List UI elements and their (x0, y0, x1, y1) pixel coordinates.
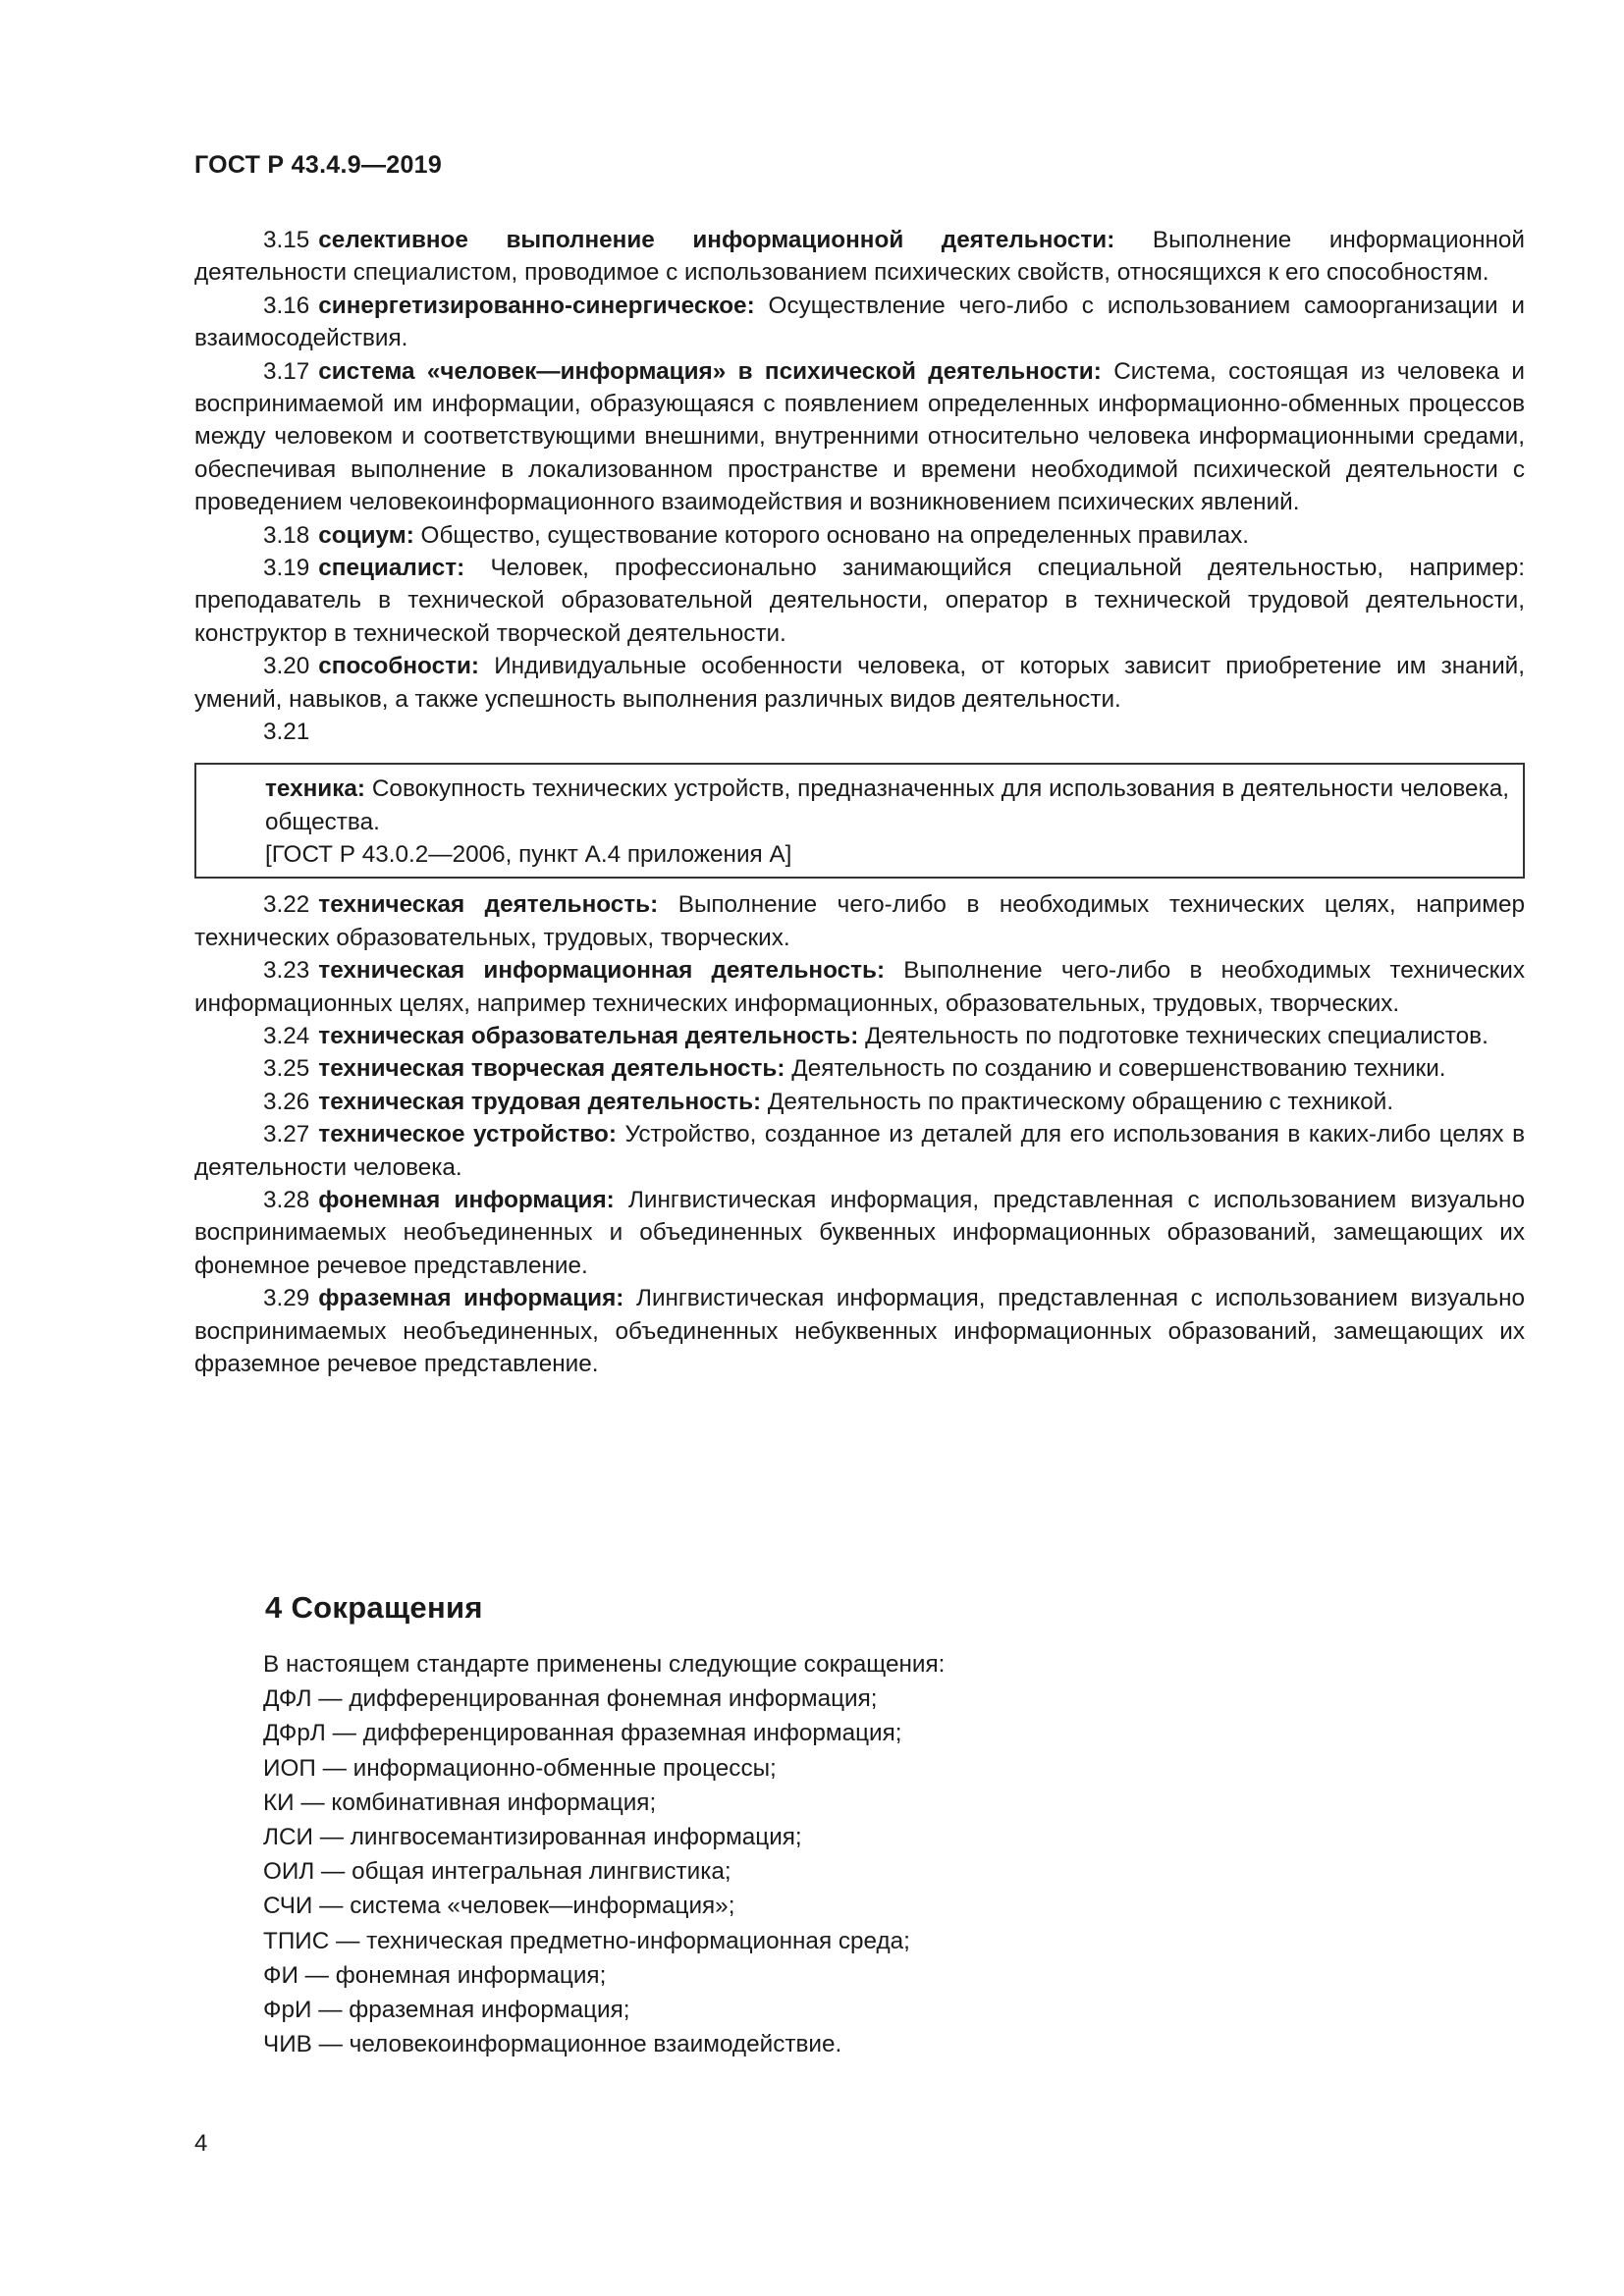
term-entry (194, 1184, 1525, 1282)
boxed-term-text (265, 773, 1509, 838)
section-intro: В настоящем стандарте применены следующие сокращения: (263, 1651, 946, 1678)
term-entry (194, 355, 1525, 519)
term-name: техника: (265, 775, 365, 803)
term-number: 3.16 (263, 292, 310, 319)
term-definition: Деятельность по созданию и совершенствованию техники. (791, 1055, 1446, 1083)
abbreviation-item: КИ — комбинативная информация; (263, 1789, 657, 1816)
abbreviation-item: ДФрЛ — дифференцированная фраземная информация; (263, 1720, 902, 1747)
abbreviation-item: ФИ — фонемная информация; (263, 1961, 607, 1989)
term-name: техническая деятельность: (318, 891, 659, 919)
term-number: 3.20 (263, 653, 310, 680)
abbreviation-item: ЛСИ — лингвосемантизированная информация; (263, 1824, 802, 1851)
term-definition: Общество, существование которого основано на определенных правилах. (420, 521, 1250, 549)
term-number: 3.19 (263, 555, 310, 582)
term-name: фраземная информация: (318, 1285, 624, 1312)
term-entry (194, 954, 1525, 1020)
abbreviation-item: ОИЛ — общая интегральная лингвистика; (263, 1858, 731, 1886)
term-number: 3.18 (263, 521, 310, 549)
term-entry (194, 224, 1525, 290)
term-definition: Совокупность технических устройств, предназначенных для использования в деятельности человека, общества. (265, 775, 1509, 835)
term-name: техническая творческая деятельность: (318, 1055, 785, 1083)
term-number: 3.25 (263, 1055, 310, 1083)
term-definition: Выполнение информационной деятельности специалистом, проводимое с использованием психических свойств, относящихся к его способностям. (194, 227, 1525, 287)
term-entry (194, 552, 1525, 650)
term-definition: Осуществление чего-либо с использованием самоорганизации и взаимосодействия. (194, 292, 1525, 352)
term-definition: Человек, профессионально занимающийся специальной деятельностью, например: преподаватель в технической образовательной деятельности, оператор в технической трудовой деятельности, конструктор в технической творческой деятельности. (194, 555, 1525, 647)
term-name: техническое устройство: (318, 1121, 617, 1148)
abbreviation-item: ТПИС — техническая предметно-информационная среда; (263, 1927, 910, 1954)
term-number: 3.24 (263, 1022, 310, 1049)
boxed-term-number: 3.21 (263, 719, 310, 746)
abbreviation-item: ЧИВ — человекоинформационное взаимодействие. (263, 2031, 842, 2058)
term-definition: Деятельность по подготовке технических специалистов. (865, 1022, 1489, 1049)
term-definition: Устройство, созданное из деталей для его использования в каких-либо целях в деятельности человека. (194, 1121, 1525, 1181)
term-name: селективное выполнение информационной деятельности: (318, 227, 1115, 253)
terms-list (194, 224, 1525, 1380)
term-name: социум: (318, 521, 414, 549)
term-number: 3.15 (263, 227, 310, 253)
term-number: 3.26 (263, 1088, 310, 1115)
term-entry (194, 290, 1525, 355)
term-number: 3.23 (263, 957, 310, 985)
document-code-header: ГОСТ Р 43.4.9—2019 (194, 151, 443, 179)
term-definition: Лингвистическая информация, представленная с использованием визуально воспринимаемых необъединенных, объединенных небуквенных информационных образований, замещающих их фраземное речевое представление. (194, 1285, 1525, 1377)
term-entry (194, 519, 1525, 552)
term-number: 3.22 (263, 891, 310, 919)
term-name: фонемная информация: (318, 1186, 615, 1213)
abbreviation-item: СЧИ — система «человек—информация»; (263, 1893, 735, 1920)
term-source-reference: [ГОСТ Р 43.0.2—2006, пункт А.4 приложения А] (265, 840, 792, 868)
abbreviation-item: ИОП — информационно-обменные процессы; (263, 1754, 777, 1782)
term-definition: Лингвистическая информация, представленная с использованием визуально воспринимаемых необъединенных и объединенных буквенных информационных образований, замещающих их фонемное речевое представление. (194, 1186, 1525, 1279)
term-definition: Деятельность по практическому обращению с техникой. (767, 1088, 1394, 1115)
term-name: система «человек—информация» в психической деятельности: (318, 357, 1102, 385)
abbreviation-item: ФрИ — фраземная информация; (263, 1997, 630, 2024)
abbreviations-section (194, 1590, 1525, 2061)
term-entry (194, 888, 1525, 954)
section-title: 4 Сокращения (265, 1590, 483, 1625)
term-name: специалист: (318, 555, 465, 582)
term-entry (194, 1020, 1525, 1052)
term-definition: Выполнение чего-либо в необходимых технических целях, например технических образовательных, трудовых, творческих. (194, 891, 1525, 951)
term-number: 3.28 (263, 1186, 310, 1213)
term-name: техническая информационная деятельность: (318, 957, 886, 985)
term-definition: Выполнение чего-либо в необходимых технических информационных целях, например технических информационных, образовательных, трудовых, творческих. (194, 957, 1525, 1017)
abbreviation-item: ДФЛ — дифференцированная фонемная информация; (263, 1685, 878, 1713)
term-number: 3.29 (263, 1285, 310, 1312)
term-definition: Система, состоящая из человека и воспринимаемой им информации, образующаяся с появлением определенных информационно-обменных процессов между человеком и соответствующими внешними, внутренними относительно человека информационными средами, обеспечивая выполнение в локализованном пространстве и времени необходимой психической деятельности с проведением человекоинформационного взаимодействия и возникновением психических явлений. (194, 357, 1525, 516)
term-entry (194, 650, 1525, 716)
term-name: способности: (318, 653, 480, 680)
term-entry (194, 1118, 1525, 1184)
page-number: 4 (194, 2130, 208, 2157)
term-number: 3.17 (263, 357, 310, 385)
term-definition: Индивидуальные особенности человека, от которых зависит приобретение им знаний, умений, навыков, а также успешность выполнения различных видов деятельности. (194, 653, 1525, 713)
boxed-term-frame (194, 763, 1525, 879)
term-name: синергетизированно-синергическое: (318, 292, 755, 319)
term-entry (194, 1086, 1525, 1118)
term-entry (194, 1052, 1525, 1085)
term-entry (194, 1282, 1525, 1380)
term-number: 3.27 (263, 1121, 310, 1148)
term-name: техническая трудовая деятельность: (318, 1088, 762, 1115)
term-name: техническая образовательная деятельность: (318, 1022, 859, 1049)
